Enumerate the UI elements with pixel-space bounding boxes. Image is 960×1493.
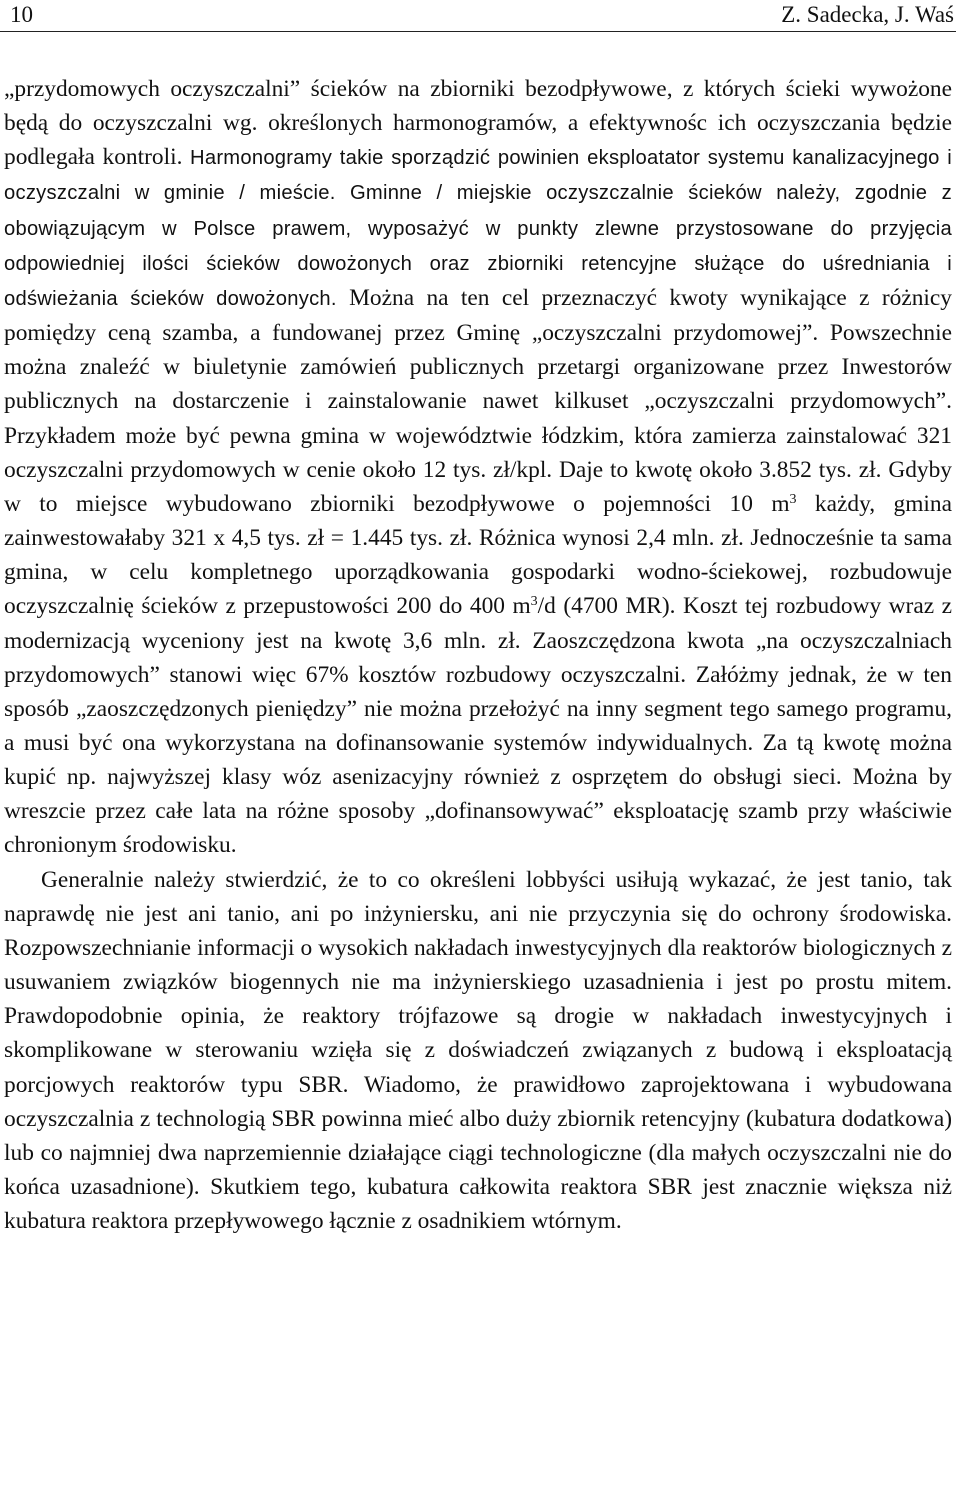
superscript-exponent: 3 <box>789 491 797 507</box>
paragraph-conclusion <box>4 863 952 1239</box>
text-run: „przydomowych oczyszczalni” ścieków na zbiorniki bezodpływowe, z których ścieki wywożone będą do oczyszczalni wg. określonych harmonogramów, a efektywnośc ich oczyszczania będzie podlegała kontroli. <box>4 76 952 171</box>
text-run: /d (4700 MR). Koszt tej rozbudowy wraz z modernizacją wyceniony jest na kwotę 3,6 mln. zł. Zaoszczędzona kwota „na oczyszczalniach przydomowych” stanowi więc 67% kosztów rozbudowy oczyszczalni. Załóżmy jednak, że w ten sposób „zaoszczędzonych pieniędzy” nie można przełożyć na inny segment tego samego programu, a musi być ona wykorzystana na dofinansowanie systemów indywidualnych. Za tą kwotę można kupić np. najwyższej klasy wóz asenizacyjny również z osprzętem do obsługi sieci. Można by wreszcie przez całe lata na różne sposoby „dofinansowywać” eksploatację szamb przy właściwie chronionym środowisku. <box>4 593 952 859</box>
text-run: każdy, gmina zainwestowałaby 321 x 4,5 tys. zł = 1.445 tys. zł. Różnica wynosi 2,4 mln. zł. Jednocześnie ta sama gmina, w celu kompletnego uporządkowania gospodarki wodno-ściekowej, rozbudowuje oczyszczalnię ścieków z przepustowości 200 do 400 m <box>4 490 952 620</box>
article-body <box>4 72 952 1238</box>
superscript-exponent: 3 <box>530 594 538 610</box>
paragraph-municipal-costs <box>4 72 952 863</box>
page-number: 10 <box>10 2 33 27</box>
page-header <box>0 0 956 32</box>
text-run-sans: Harmonogramy takie sporządzić powinien eksploatator systemu kanalizacyjnego i oczyszczalni w gminie / mieście. Gminne / miejskie oczyszczalnie ścieków należy, zgodnie z obowiązującym w Polsce prawem, wyposażyć w punkty zlewne przystosowane do przyjęcia odpowiedniej ilości ścieków dowożonych oraz zbiorniki retencyjne służące do uśredniania i odświeżania ścieków dowożonych. <box>4 147 952 310</box>
text-run: Generalnie należy stwierdzić, że to co określeni lobbyści usiłują wykazać, że jest tanio, tak naprawdę nie jest ani tanio, ani po inżyniersku, ani nie przyczynia się do ochrony środowiska. Rozpowszechnianie informacji o wysokich nakładach inwestycyjnych dla reaktorów biologicznych z usuwaniem związków biogennych nie ma inżynierskiego uzasadnienia i jest po prostu mitem. Prawdopodobnie opinia, że reaktory trójfazowe są drogie w nakładach inwestycyjnych i skomplikowane w sterowaniu wzięła się z doświadczeń związanych z budową i eksploatacją porcjowych reaktorów typu SBR. Wiadomo, że prawidłowo zaprojektowana i wybudowana oczyszczalnia z technologią SBR powinna mieć albo duży zbiornik retencyjny (kubatura dodatkowa) lub co najmniej dwa naprzemiennie działające ciągi technologiczne (dla małych oczyszczalni nie do końca uzasadnione). Skutkiem tego, kubatura całkowita reaktora SBR jest znacznie większa niż kubatura reaktora przepływowego łącznie z osadnikiem wtórnym. <box>4 866 952 1235</box>
text-run: Można na ten cel przeznaczyć kwoty wynikające z różnicy pomiędzy ceną szamba, a fundowanej przez Gminę „oczyszczalni przydomowej”. Powszechnie można znaleźć w biuletynie zamówień publicznych przetargi organizowane przez Inwestorów publicznych na dostarczenie i zainstalowanie nawet kilkuset „oczyszczalni przydomowych”. Przykładem może być pewna gmina w województwie łódzkim, która zamierza zainstalować 321 oczyszczalni przydomowych w cenie około 12 tys. zł/kpl. Daje to kwotę około 3.852 tys. zł. Gdyby w to miejsce wybudowano zbiorniki bezodpływowe o pojemności 10 m <box>4 284 952 517</box>
running-header-authors: Z. Sadecka, J. Waś <box>781 2 954 27</box>
